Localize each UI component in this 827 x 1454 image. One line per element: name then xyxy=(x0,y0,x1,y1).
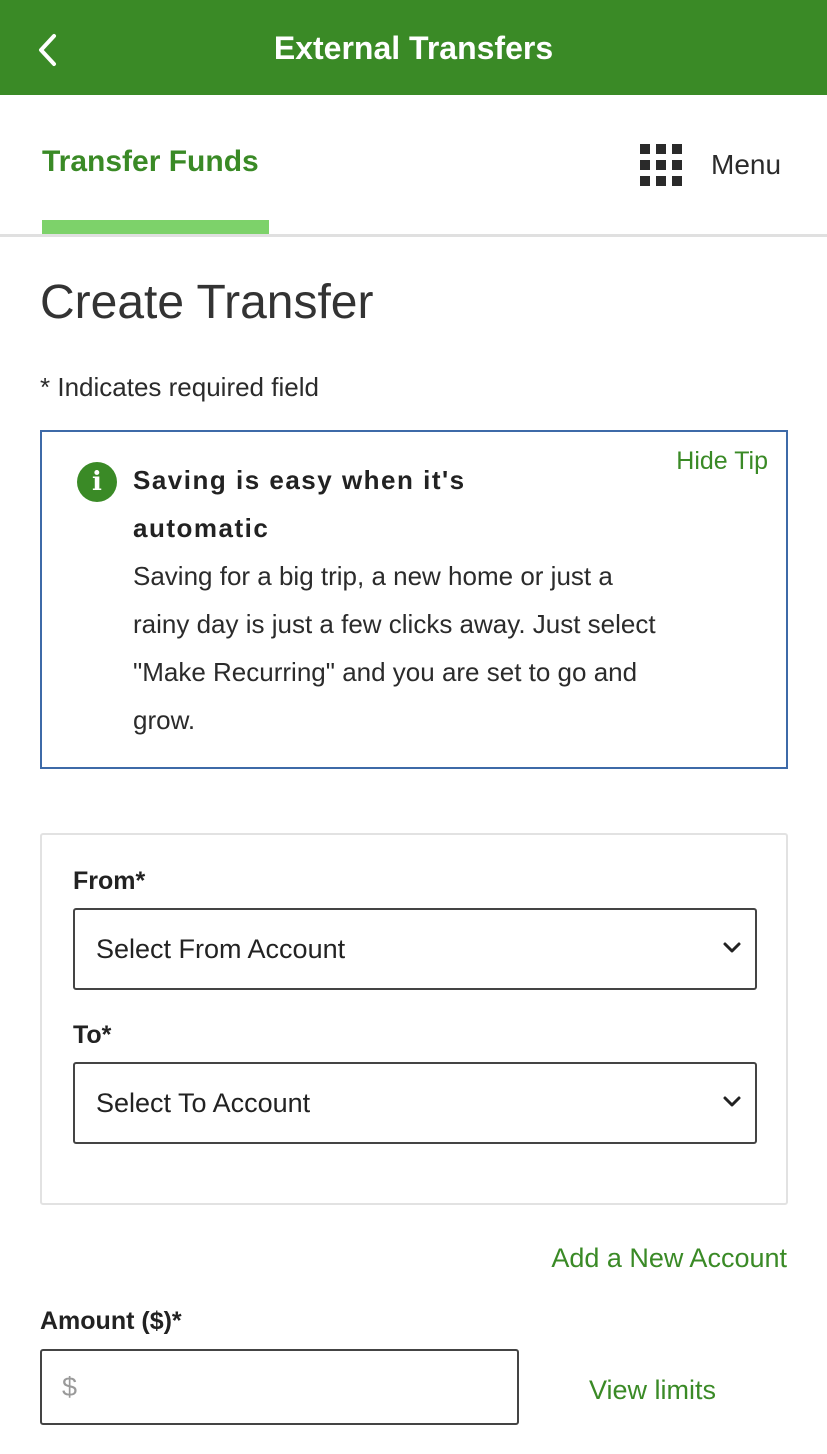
page-title: Create Transfer xyxy=(40,276,374,329)
from-label: From* xyxy=(73,867,146,895)
grid-icon xyxy=(640,144,682,186)
from-account-value: Select From Account xyxy=(96,933,346,964)
to-label: To* xyxy=(73,1021,112,1049)
info-icon: i xyxy=(77,462,117,502)
savings-tip xyxy=(40,430,788,769)
account-selection-card xyxy=(40,833,788,1205)
menu-label: Menu xyxy=(711,149,782,180)
required-field-note: * Indicates required field xyxy=(40,372,319,402)
to-account-value: Select To Account xyxy=(96,1087,311,1118)
tip-heading: Saving is easy when it's automatic xyxy=(133,465,466,543)
chevron-down-icon xyxy=(721,1091,743,1113)
amount-label: Amount ($)* xyxy=(40,1307,182,1335)
tab-transfer-funds[interactable]: Transfer Funds xyxy=(42,145,259,178)
menu-button[interactable] xyxy=(640,143,781,187)
app-header xyxy=(0,0,827,95)
active-tab-indicator xyxy=(42,220,269,234)
tip-body: Saving for a big trip, a new home or just a rainy day is just a few clicks away. Just select "Make Recurring" and you are set to go and grow. xyxy=(133,561,656,735)
add-new-account-link[interactable]: Add a New Account xyxy=(551,1243,787,1273)
hide-tip-link[interactable]: Hide Tip xyxy=(676,447,768,475)
from-account-select[interactable] xyxy=(73,908,757,990)
to-account-select[interactable] xyxy=(73,1062,757,1144)
view-limits-link[interactable]: View limits xyxy=(589,1375,717,1405)
header-title: External Transfers xyxy=(273,30,554,66)
tab-bar xyxy=(0,95,827,237)
chevron-down-icon xyxy=(721,937,743,959)
amount-input[interactable] xyxy=(40,1349,519,1425)
